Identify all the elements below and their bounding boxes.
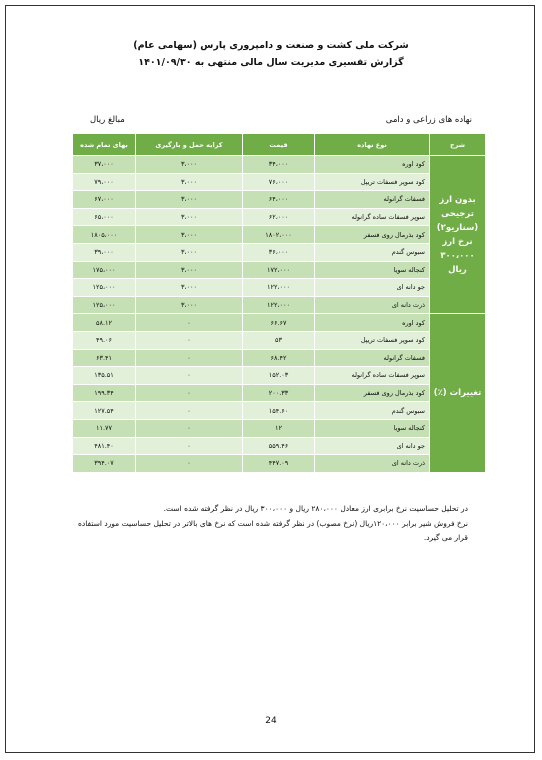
input-name-cell: ذرت دانه ای [315,455,430,473]
total-cost-cell: ۱۸۰۵،۰۰۰ [73,226,136,244]
table-row [73,191,486,209]
price-cell: ۱۲۲،۰۰۰ [243,279,315,297]
table-row [73,331,486,349]
total-cost-cell: ۱۲۵،۰۰۰ [73,279,136,297]
total-cost-cell: ۳۹،۰۰۰ [73,243,136,261]
freight-cell: ۰ [136,331,243,349]
table-row [73,279,486,297]
total-cost-cell: ۶۷،۰۰۰ [73,191,136,209]
total-cost-cell: ۳۷،۰۰۰ [73,156,136,174]
freight-cell: ۳،۰۰۰ [136,208,243,226]
group2-label: تغییرات (٪) [430,314,486,472]
input-name-cell: سوپر فسفات ساده گرانوله [315,367,430,385]
price-cell: ۳۶،۰۰۰ [243,243,315,261]
input-name-cell: جو دانه ای [315,279,430,297]
total-cost-cell: ۱۱.۷۷ [73,419,136,437]
table-row [73,261,486,279]
input-name-cell: کود بذرمال روی فسفر [315,384,430,402]
price-cell: ۱۲۲،۰۰۰ [243,296,315,314]
header-freight: کرایه حمل و بارگیری [136,134,243,156]
total-cost-cell: ۴۸۱.۴۰ [73,437,136,455]
total-cost-cell: ۱۷۵،۰۰۰ [73,261,136,279]
total-cost-cell: ۳۹۴.۰۷ [73,455,136,473]
header-input-type: نوع نهاده [315,134,430,156]
units-label: مبالغ ریال [90,115,125,125]
input-name-cell: کود سوپر فسفات تریپل [315,331,430,349]
freight-cell: ۰ [136,314,243,332]
freight-cell: ۰ [136,455,243,473]
freight-cell: ۳،۰۰۰ [136,261,243,279]
freight-cell: ۳،۰۰۰ [136,156,243,174]
freight-cell: ۰ [136,384,243,402]
input-name-cell: کود سوپر فسفات تریپل [315,173,430,191]
inputs-table [72,133,486,473]
freight-cell: ۳،۰۰۰ [136,173,243,191]
total-cost-cell: ۷۹،۰۰۰ [73,173,136,191]
total-cost-cell: ۵۸.۱۲ [73,314,136,332]
freight-cell: ۰ [136,402,243,420]
freight-cell: ۳،۰۰۰ [136,296,243,314]
header-total-cost: بهای تمام شده [73,134,136,156]
freight-cell: ۳،۰۰۰ [136,191,243,209]
total-cost-cell: ۱۲۷.۵۴ [73,402,136,420]
price-cell: ۶۴،۰۰۰ [243,191,315,209]
total-cost-cell: ۶۳.۴۱ [73,349,136,367]
section-title: نهاده های زراعی و دامی [385,115,472,125]
input-name-cell: ذرت دانه ای [315,296,430,314]
price-cell: ۱۵۴.۶۰ [243,402,315,420]
price-cell: ۴۴۷.۰۹ [243,455,315,473]
header-description: شرح [430,134,486,156]
input-name-cell: فسفات گرانوله [315,191,430,209]
total-cost-cell: ۱۲۵،۰۰۰ [73,296,136,314]
price-cell: ۶۸.۴۲ [243,349,315,367]
price-cell: ۵۵۹.۴۶ [243,437,315,455]
group1-label: بدون ارز ترجیحی (سناریو۲) نرخ ارز ۳۰۰،۰۰۰ ریال [430,156,486,314]
price-cell: ۱۲ [243,419,315,437]
freight-cell: ۰ [136,419,243,437]
input-name-cell: کود اوره [315,156,430,174]
table-row [73,296,486,314]
table-body [73,156,486,473]
freight-cell: ۳،۰۰۰ [136,226,243,244]
table-header-row [73,134,486,156]
price-cell: ۱۷۲،۰۰۰ [243,261,315,279]
table-row [73,384,486,402]
table-row [73,208,486,226]
input-name-cell: کود بذرمال روی فسفر [315,226,430,244]
freight-cell: ۳،۰۰۰ [136,279,243,297]
header-price: قیمت [243,134,315,156]
table-row [73,156,486,174]
price-cell: ۵۳ [243,331,315,349]
total-cost-cell: ۱۳۵.۵۱ [73,367,136,385]
input-name-cell: جو دانه ای [315,437,430,455]
price-cell: ۲۰۰.۳۳ [243,384,315,402]
table-row [73,226,486,244]
total-cost-cell: ۴۹.۰۶ [73,331,136,349]
total-cost-cell: ۱۹۹.۳۴ [73,384,136,402]
input-name-cell: کنجاله سویا [315,261,430,279]
table-row [73,437,486,455]
input-name-cell: سوپر فسفات ساده گرانوله [315,208,430,226]
price-cell: ۱۸۰۲،۰۰۰ [243,226,315,244]
freight-cell: ۰ [136,349,243,367]
page-number: 24 [265,716,277,726]
note-paragraph-2: نرخ فروش شیر برابر ۱۲۰،۰۰۰ریال (نرخ مصوب) در نظر گرفته شده است که نرخ های بالاتر در تحلیل حساسیت مورد استفاده قرار می گیرد. [77,519,468,542]
freight-cell: ۰ [136,367,243,385]
price-cell: ۶۲،۰۰۰ [243,208,315,226]
freight-cell: ۰ [136,437,243,455]
total-cost-cell: ۶۵،۰۰۰ [73,208,136,226]
table-row [73,349,486,367]
input-name-cell: کود اوره [315,314,430,332]
price-cell: ۳۴،۰۰۰ [243,156,315,174]
freight-cell: ۳،۰۰۰ [136,243,243,261]
input-name-cell: فسفات گرانوله [315,349,430,367]
input-name-cell: سبوس گندم [315,243,430,261]
input-name-cell: سبوس گندم [315,402,430,420]
report-title: گزارش تفسیری مدیریت سال مالی منتهی به ۱۴۰۱/۰۹/۳۰ [138,57,404,68]
table-row [73,314,486,332]
table-row [73,367,486,385]
table-row [73,402,486,420]
price-cell: ۶۶.۶۷ [243,314,315,332]
table-row [73,243,486,261]
company-title: شرکت ملی کشت و صنعت و دامپروری پارس (سهامی عام) [133,40,409,51]
price-cell: ۱۵۲.۰۳ [243,367,315,385]
input-name-cell: کنجاله سویا [315,419,430,437]
table-row [73,455,486,473]
note-paragraph-1: در تحلیل حساسیت نرخ برابری ارز معادل ۲۸۰،۰۰۰ ریال و ۳۰۰،۰۰۰ ریال در نظر گرفته شده است. [163,504,468,513]
table-row [73,173,486,191]
table-row [73,419,486,437]
price-cell: ۷۶،۰۰۰ [243,173,315,191]
